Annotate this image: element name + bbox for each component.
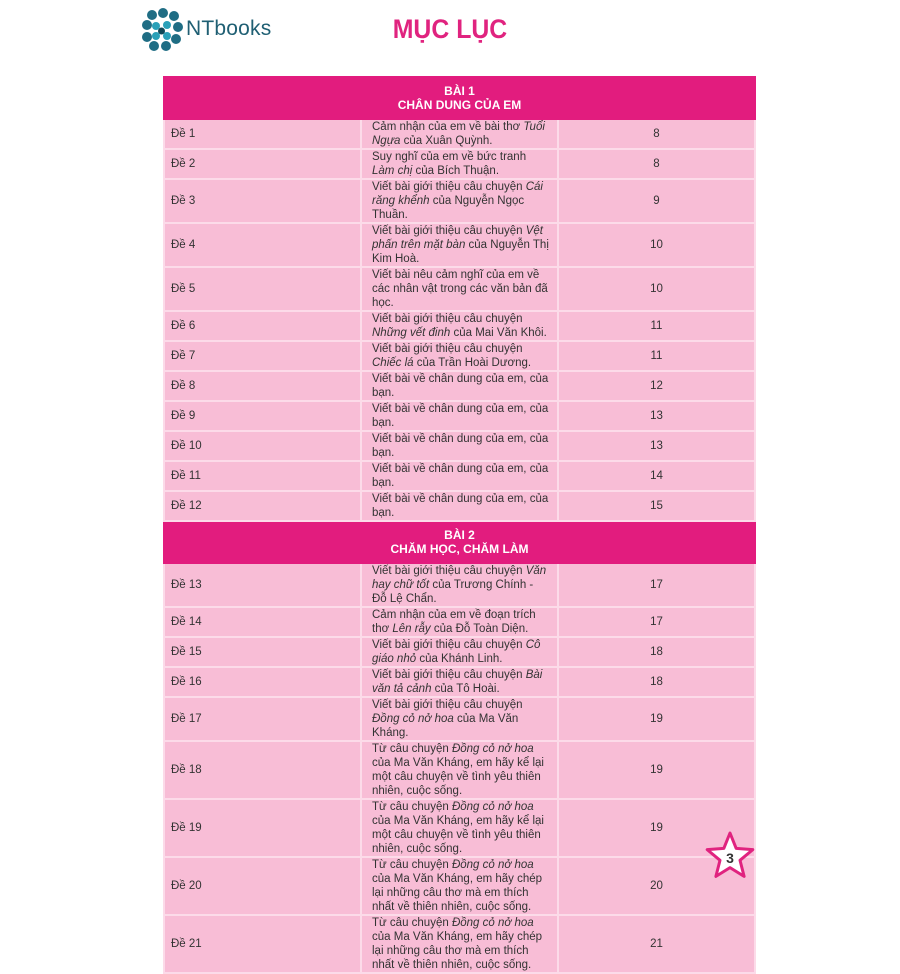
entry-work-title: Vệt phấn trên mặt bàn	[372, 225, 543, 251]
entry-page: 13	[558, 401, 755, 431]
entry-text: Viết bài giới thiệu câu chuyện	[372, 669, 526, 681]
entry-text: của Đỗ Toàn Diện.	[430, 623, 529, 635]
entry-page: 14	[558, 461, 755, 491]
entry-text: của Ma Văn Kháng, em hãy kể lại một câu chuyện về tình yêu thiên nhiên, cuộc sống.	[372, 815, 544, 855]
entry-page: 21	[558, 915, 755, 973]
entry-number: Đề 7	[164, 341, 361, 371]
toc-entry	[164, 607, 755, 637]
entry-page: 8	[558, 119, 755, 149]
entry-title	[361, 461, 558, 491]
entry-work-title: Lên rẫy	[392, 623, 431, 635]
section-header	[164, 521, 755, 563]
toc-entry	[164, 667, 755, 697]
entry-text: Viết bài nêu cảm nghĩ của em về các nhân vật trong các văn bản đã học.	[372, 269, 548, 309]
entry-work-title: Đồng cỏ nở hoa	[451, 743, 534, 755]
entry-page: 13	[558, 431, 755, 461]
entry-text: Viết bài giới thiệu câu chuyện	[372, 313, 523, 325]
toc-entry	[164, 563, 755, 607]
entry-title	[361, 667, 558, 697]
entry-text: của Ma Văn Kháng.	[372, 713, 519, 739]
entry-text: Viết bài giới thiệu câu chuyện	[372, 699, 523, 711]
entry-page: 19	[558, 697, 755, 741]
entry-work-title: Làm chị	[372, 165, 413, 177]
toc-entry	[164, 149, 755, 179]
entry-number: Đề 16	[164, 667, 361, 697]
entry-page: 11	[558, 311, 755, 341]
entry-text: của Trương Chính - Đỗ Lệ Chẩn.	[372, 579, 534, 605]
entry-text: Cảm nhận của em về bài thơ	[372, 121, 524, 133]
entry-number: Đề 5	[164, 267, 361, 311]
entry-page: 19	[558, 799, 755, 857]
toc-entry	[164, 179, 755, 223]
entry-title	[361, 915, 558, 973]
entry-text: của Nguyễn Thị Kim Hoà.	[372, 239, 549, 265]
toc-entry	[164, 401, 755, 431]
entry-work-title: Đồng cỏ nở hoa	[451, 801, 534, 813]
entry-title	[361, 857, 558, 915]
entry-number: Đề 9	[164, 401, 361, 431]
toc-entry	[164, 371, 755, 401]
entry-title	[361, 119, 558, 149]
entry-number: Đề 10	[164, 431, 361, 461]
section-subheading: CHÂN DUNG CỦA EM	[397, 98, 522, 112]
toc-entry	[164, 799, 755, 857]
entry-text: của Tô Hoài.	[431, 683, 500, 695]
entry-number: Đề 14	[164, 607, 361, 637]
entry-page: 9	[558, 179, 755, 223]
entry-number: Đề 17	[164, 697, 361, 741]
entry-page: 17	[558, 563, 755, 607]
entry-title	[361, 371, 558, 401]
entry-page: 12	[558, 371, 755, 401]
entry-text: Viết bài giới thiệu câu chuyện	[372, 225, 526, 237]
entry-work-title: Văn hay chữ tốt	[372, 565, 547, 591]
entry-work-title: Cái răng khểnh	[372, 181, 543, 207]
entry-page: 18	[558, 667, 755, 697]
entry-number: Đề 8	[164, 371, 361, 401]
toc-body	[164, 77, 755, 973]
entry-number: Đề 19	[164, 799, 361, 857]
entry-title	[361, 311, 558, 341]
entry-text: Viết bài về chân dung của em, của bạn.	[372, 373, 549, 399]
toc-entry	[164, 741, 755, 799]
entry-text: Suy nghĩ của em về bức tranh	[372, 151, 527, 163]
toc-entry	[164, 223, 755, 267]
entry-text: của Xuân Quỳnh.	[400, 135, 493, 147]
entry-title	[361, 267, 558, 311]
entry-text: Viết bài giới thiệu câu chuyện	[372, 639, 526, 651]
entry-title	[361, 741, 558, 799]
toc-entry	[164, 857, 755, 915]
entry-number: Đề 15	[164, 637, 361, 667]
entry-text: Từ câu chuyện	[372, 859, 452, 871]
entry-title	[361, 491, 558, 521]
entry-text: của Mai Văn Khôi.	[450, 327, 547, 339]
entry-work-title: Đồng cỏ nở hoa	[451, 917, 534, 929]
entry-text: Từ câu chuyện	[372, 743, 452, 755]
entry-number: Đề 12	[164, 491, 361, 521]
entry-title	[361, 563, 558, 607]
entry-page: 19	[558, 741, 755, 799]
section-header-cell	[164, 521, 755, 563]
entry-work-title: Những vết đinh	[372, 327, 451, 339]
entry-page: 20	[558, 857, 755, 915]
toc-entry	[164, 491, 755, 521]
page-title: MỤC LỤC	[392, 14, 508, 44]
entry-work-title: Cô giáo nhỏ	[372, 639, 541, 665]
entry-text: của Nguyễn Ngọc Thuần.	[372, 195, 525, 221]
entry-page: 17	[558, 607, 755, 637]
entry-text: Cảm nhận của em về đoạn trích thơ	[372, 609, 536, 635]
entry-number: Đề 13	[164, 563, 361, 607]
entry-title	[361, 799, 558, 857]
table-of-contents	[163, 76, 756, 974]
brand-name: NTbooks	[186, 17, 272, 40]
toc-entry	[164, 267, 755, 311]
entry-title	[361, 179, 558, 223]
entry-work-title: Đồng cỏ nở hoa	[372, 713, 454, 725]
entry-title	[361, 149, 558, 179]
entry-page: 11	[558, 341, 755, 371]
entry-work-title: Chiếc lá	[372, 357, 414, 369]
entry-text: Viết bài về chân dung của em, của bạn.	[372, 463, 549, 489]
entry-number: Đề 6	[164, 311, 361, 341]
entry-text: của Trần Hoài Dương.	[413, 357, 532, 369]
entry-number: Đề 3	[164, 179, 361, 223]
entry-number: Đề 20	[164, 857, 361, 915]
entry-number: Đề 21	[164, 915, 361, 973]
toc-entry	[164, 461, 755, 491]
entry-number: Đề 4	[164, 223, 361, 267]
entry-title	[361, 637, 558, 667]
entry-title	[361, 223, 558, 267]
section-subheading: CHĂM HỌC, CHĂM LÀM	[390, 542, 529, 556]
entry-title	[361, 697, 558, 741]
entry-title	[361, 607, 558, 637]
entry-title	[361, 341, 558, 371]
toc-entry	[164, 311, 755, 341]
entry-text: Viết bài giới thiệu câu chuyện	[372, 565, 526, 577]
toc-entry	[164, 915, 755, 973]
toc-entry	[164, 431, 755, 461]
entry-text: Viết bài giới thiệu câu chuyện	[372, 181, 526, 193]
entry-text: của Ma Văn Kháng, em hãy chép lại những câu thơ mà em thích nhất về thiên nhiên, cuộc sống.	[372, 931, 543, 971]
entry-text: Viết bài về chân dung của em, của bạn.	[372, 403, 549, 429]
entry-page: 10	[558, 223, 755, 267]
entry-number: Đề 11	[164, 461, 361, 491]
entry-number: Đề 18	[164, 741, 361, 799]
entry-title	[361, 431, 558, 461]
entry-title	[361, 401, 558, 431]
entry-number: Đề 2	[164, 149, 361, 179]
entry-text: của Bích Thuận.	[412, 165, 500, 177]
entry-page: 10	[558, 267, 755, 311]
entry-page: 15	[558, 491, 755, 521]
toc-entry	[164, 341, 755, 371]
entry-work-title: Tuổi Ngựa	[372, 121, 545, 147]
section-header-cell	[164, 77, 755, 119]
entry-text: của Ma Văn Kháng, em hãy chép lại những câu thơ mà em thích nhất về thiên nhiên, cuộc sống.	[372, 873, 543, 913]
entry-text: Từ câu chuyện	[372, 917, 452, 929]
section-heading: BÀI 2	[444, 528, 475, 542]
toc-entry	[164, 119, 755, 149]
entry-text: của Khánh Linh.	[416, 653, 503, 665]
toc-entry	[164, 697, 755, 741]
page-number: 3	[726, 850, 734, 866]
entry-work-title: Bài văn tả cảnh	[372, 669, 543, 695]
entry-text: Viết bài về chân dung của em, của bạn.	[372, 493, 549, 519]
entry-page: 18	[558, 637, 755, 667]
section-header	[164, 77, 755, 119]
entry-text: Viết bài về chân dung của em, của bạn.	[372, 433, 549, 459]
entry-text: của Ma Văn Kháng, em hãy kể lại một câu chuyện về tình yêu thiên nhiên, cuộc sống.	[372, 757, 544, 797]
section-heading: BÀI 1	[444, 84, 475, 98]
toc-entry	[164, 637, 755, 667]
entry-text: Viết bài giới thiệu câu chuyện	[372, 343, 523, 355]
entry-page: 8	[558, 149, 755, 179]
entry-text: Từ câu chuyện	[372, 801, 452, 813]
entry-number: Đề 1	[164, 119, 361, 149]
page-number-star	[703, 830, 757, 884]
entry-work-title: Đồng cỏ nở hoa	[451, 859, 534, 871]
